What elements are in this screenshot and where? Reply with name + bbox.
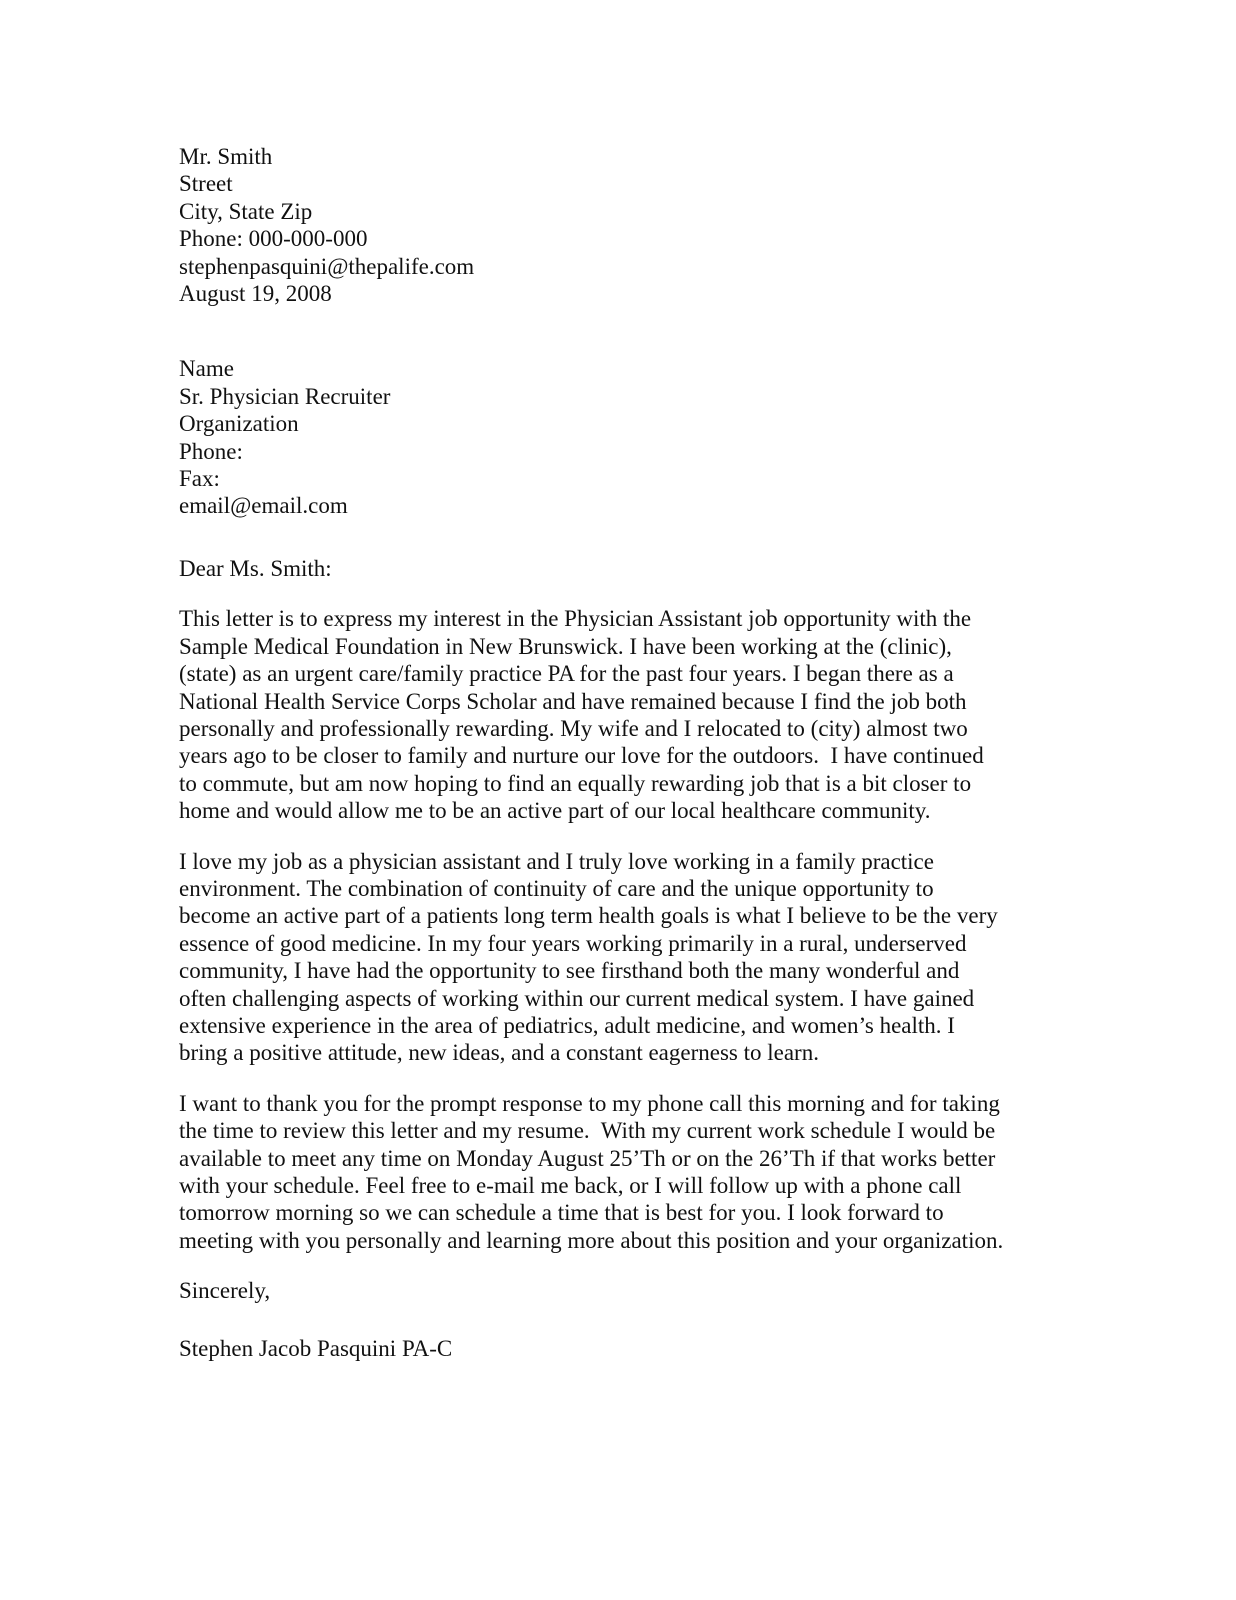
closing <box>179 1277 1059 1304</box>
recipient-organization: Organization <box>179 411 299 437</box>
sender-name: Mr. Smith <box>179 144 273 169</box>
letter-date: August 19, 2008 <box>179 281 332 307</box>
paragraph-line: I love my job as a physician assistant and I truly love working in a family practice <box>179 848 934 874</box>
paragraph-line: essence of good medicine. In my four years working primarily in a rural, underserved <box>179 930 967 956</box>
paragraph-line: the time to review this letter and my resume. With my current work schedule I would be <box>179 1118 996 1144</box>
body-paragraph-1 <box>179 605 1059 824</box>
recipient-address-block <box>179 355 1059 519</box>
paragraph-line: National Health Service Corps Scholar and have remained because I find the job both <box>179 688 967 714</box>
paragraph-line: This letter is to express my interest in the Physician Assistant job opportunity with the <box>179 606 972 632</box>
paragraph-line: to commute, but am now hoping to find an equally rewarding job that is a bit closer to <box>179 770 972 796</box>
cover-letter <box>179 143 1059 1362</box>
paragraph-line: tomorrow morning so we can schedule a time that is best for you. I look forward to <box>179 1200 944 1226</box>
salutation-text: Dear Ms. Smith: <box>179 555 332 581</box>
paragraph-line: meeting with you personally and learning more about this position and your organization. <box>179 1227 1004 1253</box>
recipient-fax: Fax: <box>179 466 220 492</box>
signature-name: Stephen Jacob Pasquini PA-C <box>179 1335 453 1361</box>
paragraph-line: bring a positive attitude, new ideas, and a constant eagerness to learn. <box>179 1040 819 1066</box>
paragraph-line: personally and professionally rewarding. My wife and I relocated to (city) almost two <box>179 715 968 741</box>
recipient-phone: Phone: <box>179 438 243 464</box>
sender-email: stephenpasquini@thepalife.com <box>179 253 475 279</box>
recipient-name: Name <box>179 356 234 382</box>
sender-street: Street <box>179 171 233 197</box>
body-paragraph-2 <box>179 848 1059 1067</box>
recipient-title: Sr. Physician Recruiter <box>179 383 391 409</box>
paragraph-line: home and would allow me to be an active part of our local healthcare community. <box>179 798 931 824</box>
paragraph-line: Sample Medical Foundation in New Brunswick. I have been working at the (clinic), <box>179 633 952 659</box>
recipient-email: email@email.com <box>179 493 348 519</box>
paragraph-line: years ago to be closer to family and nurture our love for the outdoors. I have continued <box>179 743 984 769</box>
paragraph-line: (state) as an urgent care/family practice PA for the past four years. I began there as a <box>179 661 954 687</box>
paragraph-line: with your schedule. Feel free to e-mail me back, or I will follow up with a phone call <box>179 1173 962 1198</box>
sender-address-block <box>179 143 1059 307</box>
paragraph-line: I want to thank you for the prompt response to my phone call this morning and for taking <box>179 1090 1000 1116</box>
salutation <box>179 555 1059 582</box>
sender-phone: Phone: 000-000-000 <box>179 226 368 252</box>
paragraph-line: environment. The combination of continuity of care and the unique opportunity to <box>179 875 934 901</box>
paragraph-line: often challenging aspects of working within our current medical system. I have gained <box>179 985 975 1011</box>
paragraph-line: extensive experience in the area of pediatrics, adult medicine, and women’s health. I <box>179 1012 955 1038</box>
sender-city-state-zip: City, State Zip <box>179 198 313 224</box>
closing-text: Sincerely, <box>179 1278 271 1304</box>
body-paragraph-3 <box>179 1090 1059 1254</box>
signature-block <box>179 1335 1059 1362</box>
paragraph-line: become an active part of a patients long term health goals is what I believe to be the very <box>179 903 998 929</box>
paragraph-line: community, I have had the opportunity to see firsthand both the many wonderful and <box>179 958 960 984</box>
paragraph-line: available to meet any time on Monday August 25’Th or on the 26’Th if that works better <box>179 1145 996 1171</box>
